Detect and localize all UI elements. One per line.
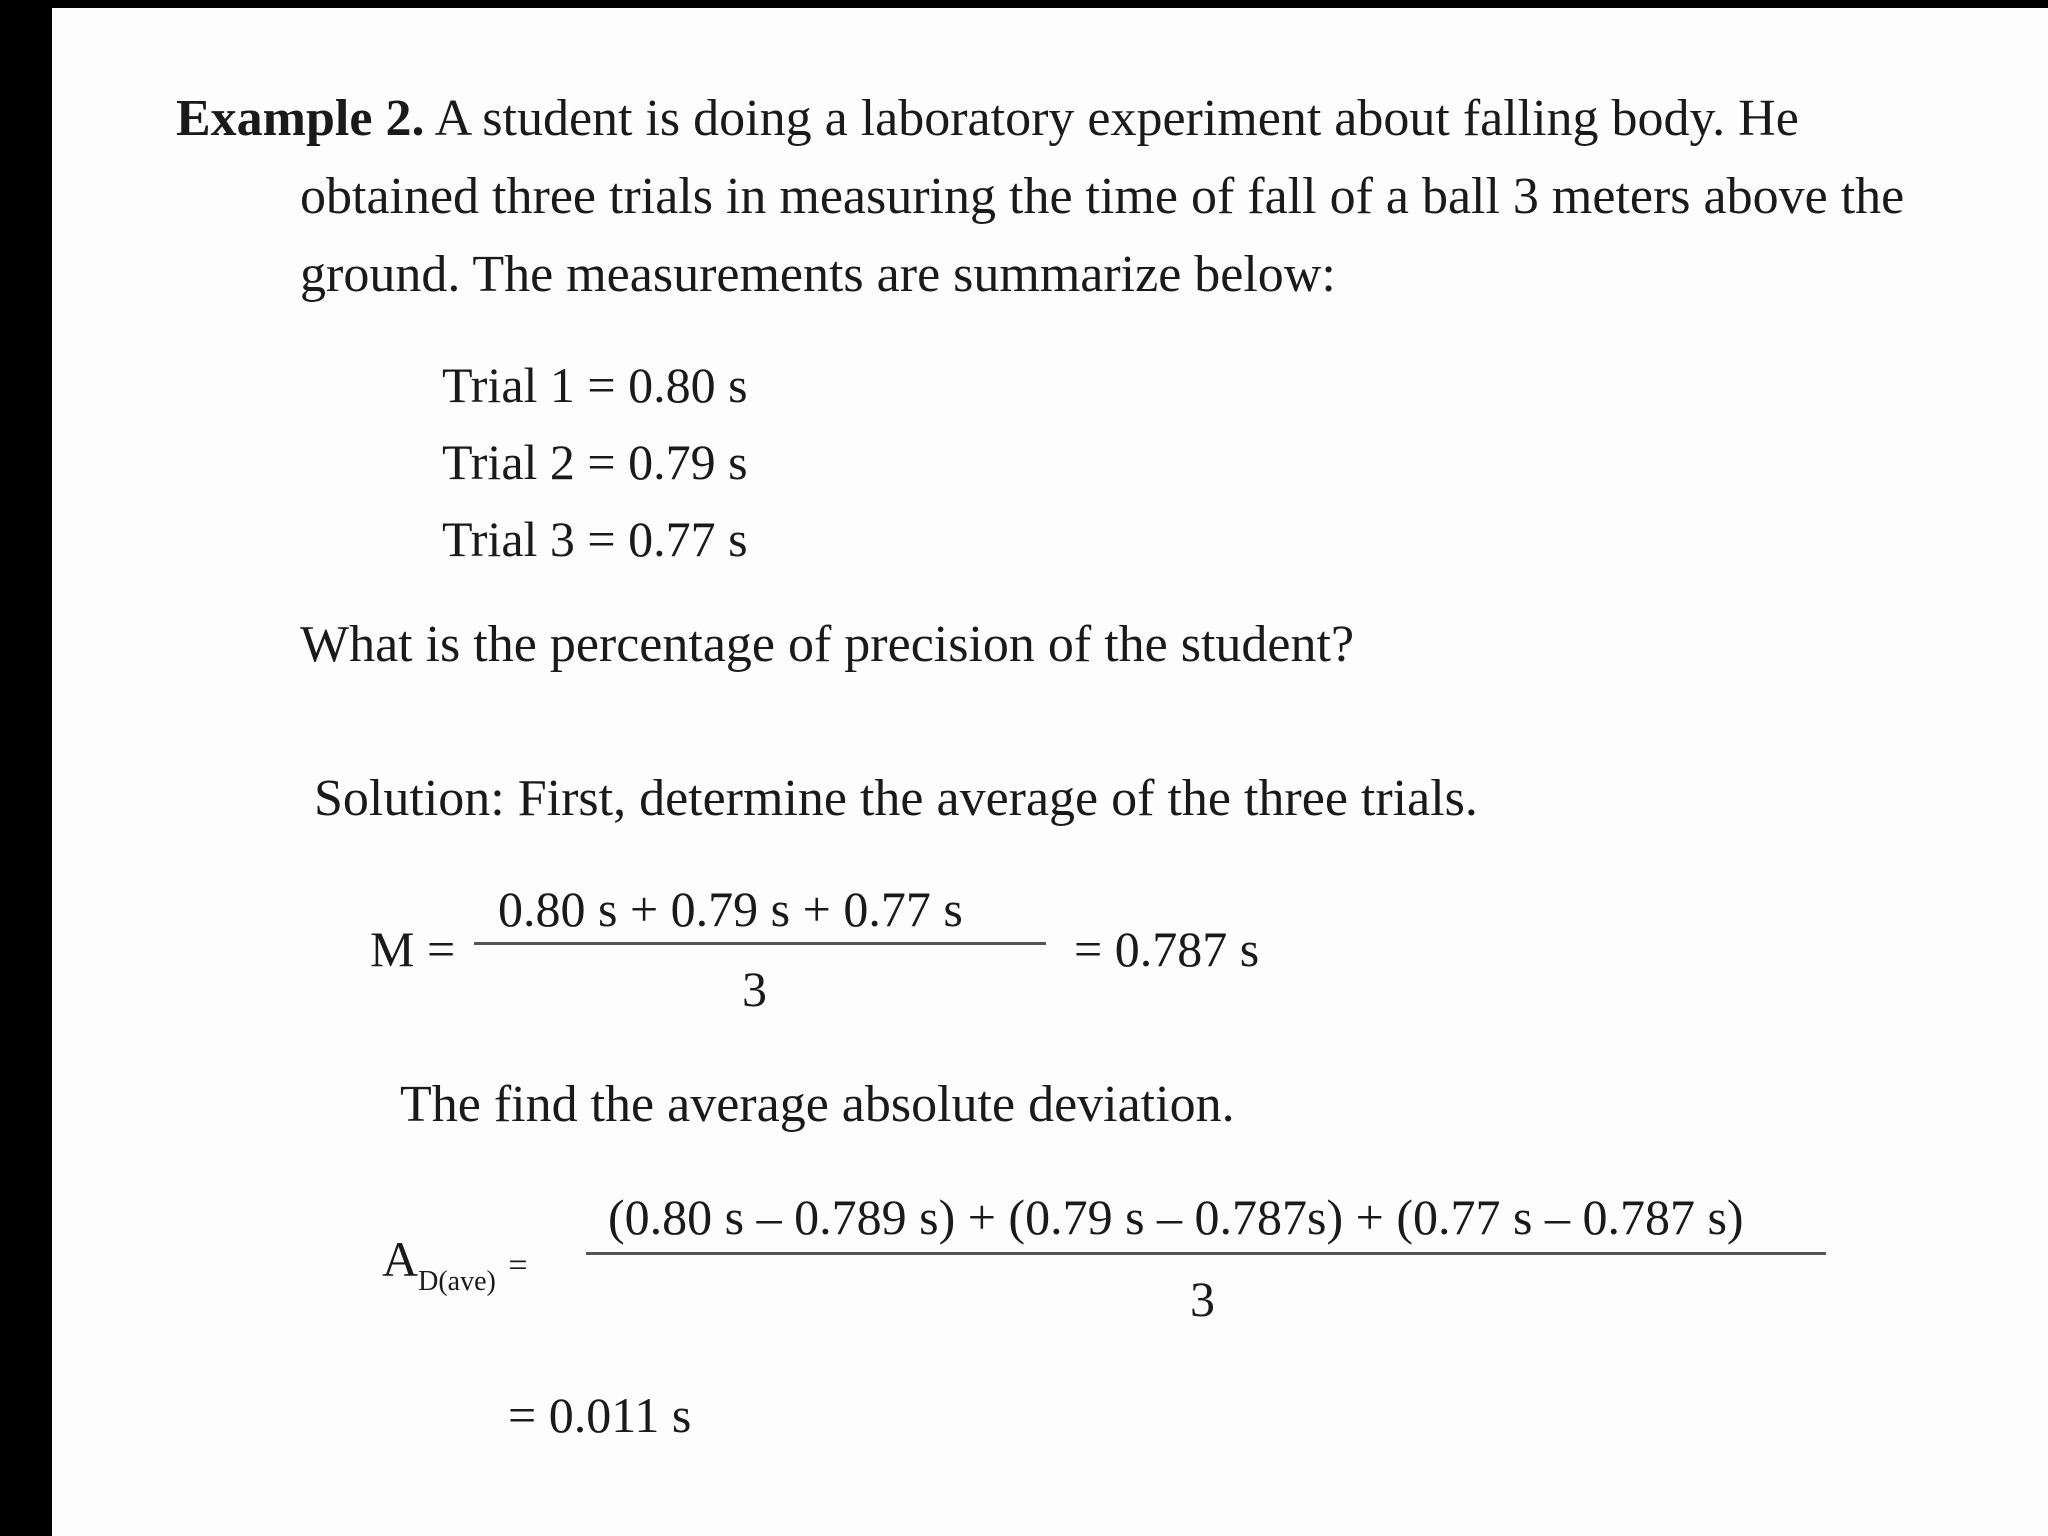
deviation-denominator: 3 — [1190, 1271, 1215, 1327]
deviation-intro: The find the average absolute deviation. — [400, 1076, 1235, 1133]
deviation-lhs-subscript: D(ave) — [418, 1266, 496, 1297]
trial-3: Trial 3 = 0.77 s — [442, 511, 748, 567]
example-line-3: ground. The measurements are summarize below: — [300, 246, 1336, 303]
deviation-numerator: (0.80 s – 0.789 s) + (0.79 s – 0.787s) + (0.77 s – 0.787 s) — [608, 1189, 1744, 1245]
deviation-equals: = — [508, 1247, 528, 1284]
deviation-lhs — [382, 1230, 528, 1298]
example-line-2: obtained three trials in measuring the time of fall of a ball 3 meters above the — [300, 168, 1905, 225]
question: What is the percentage of precision of the student? — [300, 616, 1355, 673]
example-text-1: A student is doing a laboratory experiment about falling body. He — [434, 90, 1799, 147]
example-label: Example 2. — [176, 90, 425, 147]
mean-numerator: 0.80 s + 0.79 s + 0.77 s — [498, 881, 963, 937]
example-line-1 — [176, 80, 1799, 158]
mean-lhs: M = — [370, 921, 456, 977]
mean-result: = 0.787 s — [1074, 921, 1260, 977]
deviation-result: = 0.011 s — [508, 1387, 692, 1443]
solution-intro: Solution: First, determine the average of the three trials. — [314, 770, 1478, 827]
document-page — [52, 8, 2048, 1536]
trial-1: Trial 1 = 0.80 s — [442, 357, 748, 413]
deviation-fraction-bar — [586, 1252, 1826, 1255]
trial-2: Trial 2 = 0.79 s — [442, 434, 748, 490]
deviation-lhs-main: A — [382, 1231, 419, 1287]
mean-fraction-bar — [474, 942, 1046, 945]
mean-denominator: 3 — [742, 961, 767, 1017]
